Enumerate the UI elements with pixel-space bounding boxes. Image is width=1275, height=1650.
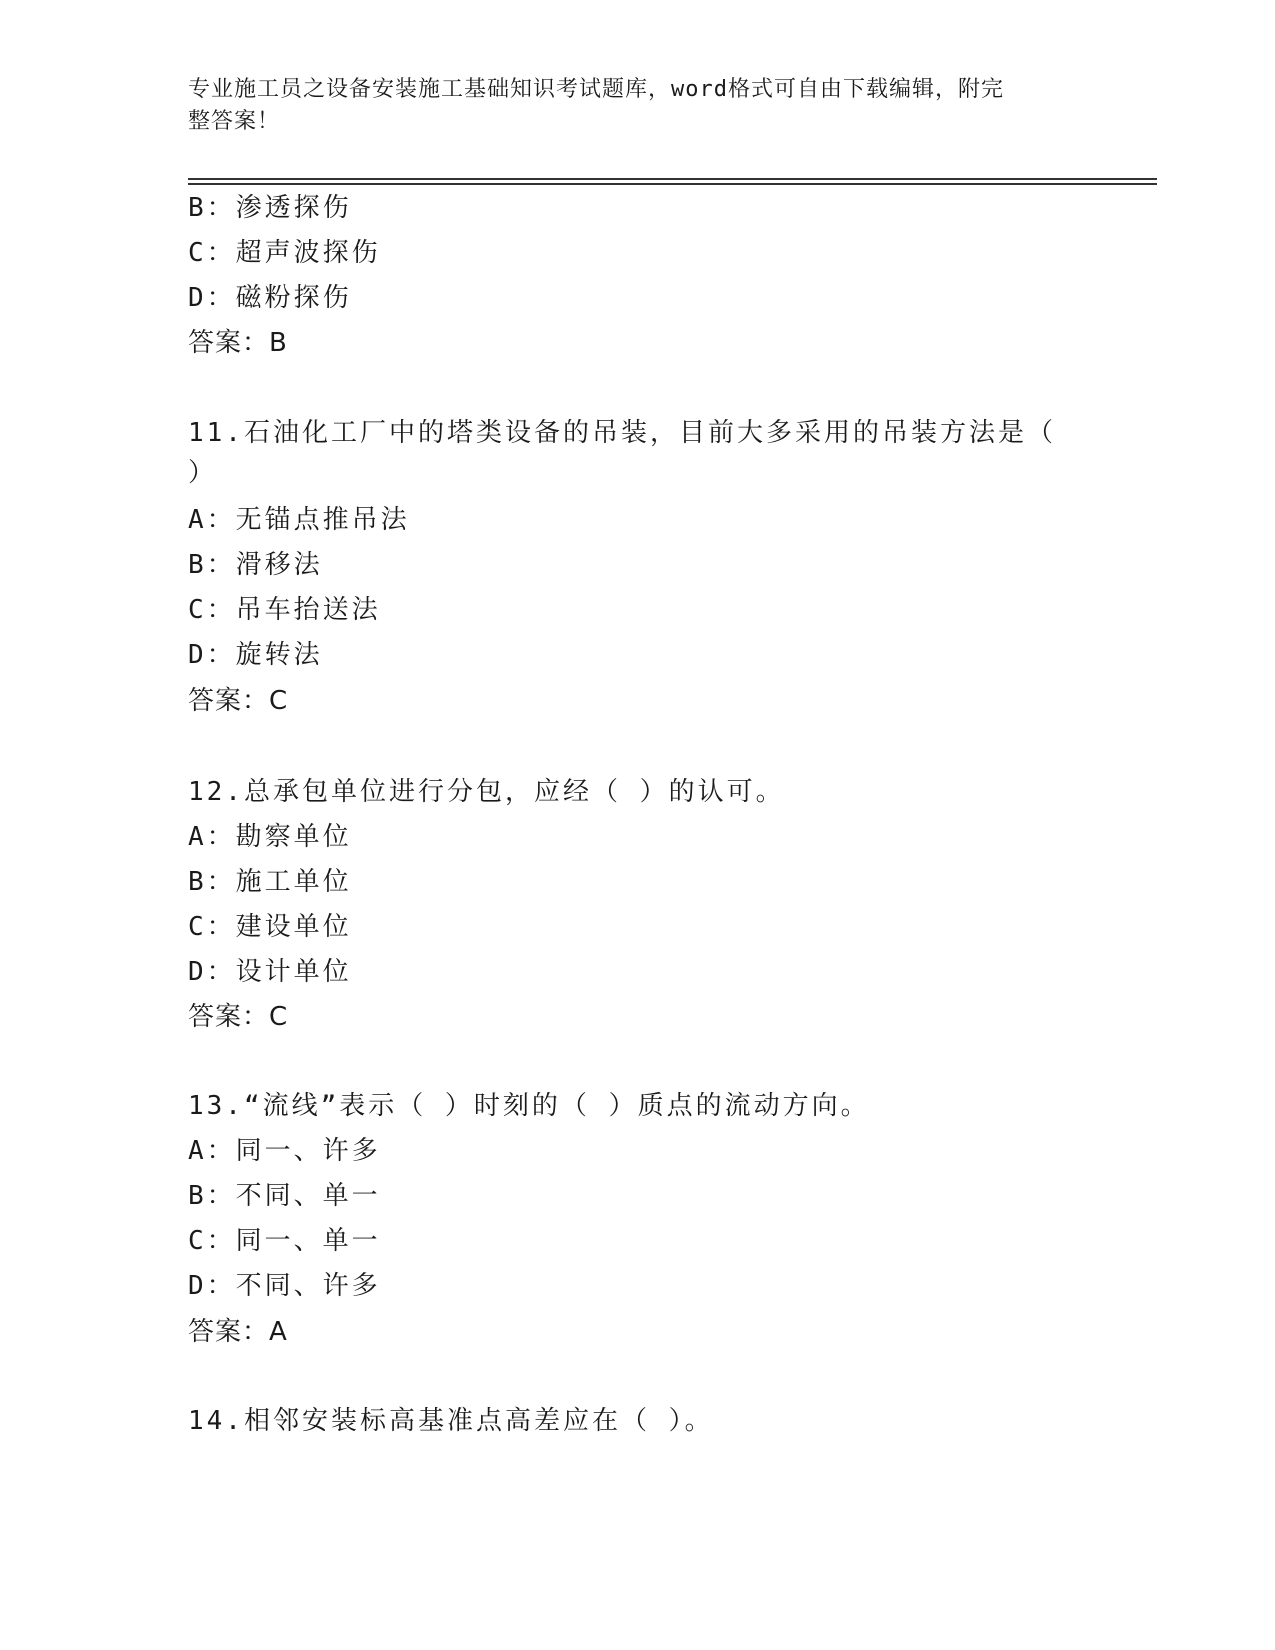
header-line-1: 专业施工员之设备安装施工基础知识考试题库，word格式可自由下载编辑，附完	[188, 77, 1004, 102]
option-b: B：滑移法	[188, 550, 323, 580]
option-d: D：设计单位	[188, 957, 352, 987]
option-d: D：磁粉探伤	[188, 283, 352, 313]
answer: 答案：C	[188, 1002, 289, 1032]
option-b: B：施工单位	[188, 867, 352, 897]
question-stem: 13.“流线”表示（ ）时刻的（ ）质点的流动方向。	[188, 1091, 870, 1121]
option-b: B：不同、单一	[188, 1181, 381, 1211]
answer: 答案：A	[188, 1317, 288, 1347]
question-stem: 11.石油化工厂中的塔类设备的吊装，目前大多采用的吊装方法是（	[188, 418, 1056, 448]
option-c: C：同一、单一	[188, 1226, 381, 1256]
option-d: D：不同、许多	[188, 1271, 381, 1301]
option-c: C：吊车抬送法	[188, 595, 381, 625]
option-c: C：超声波探伤	[188, 238, 381, 268]
question-stem: 12.总承包单位进行分包，应经（ ）的认可。	[188, 777, 785, 807]
question-stem: 14.相邻安装标高基准点高差应在（ ）。	[188, 1406, 714, 1436]
document-header	[188, 74, 1068, 138]
option-a: A：无锚点推吊法	[188, 505, 410, 535]
option-b: B：渗透探伤	[188, 193, 352, 223]
header-divider-bottom	[188, 183, 1157, 185]
option-a: A：同一、许多	[188, 1136, 381, 1166]
option-c: C：建设单位	[188, 912, 352, 942]
option-a: A：勘察单位	[188, 822, 352, 852]
answer: 答案：B	[188, 328, 288, 358]
question-stem-continued: ）	[188, 458, 218, 488]
answer: 答案：C	[188, 686, 289, 716]
option-d: D：旋转法	[188, 640, 323, 670]
header-line-2: 整答案！	[188, 109, 281, 134]
header-divider-top	[188, 178, 1157, 180]
